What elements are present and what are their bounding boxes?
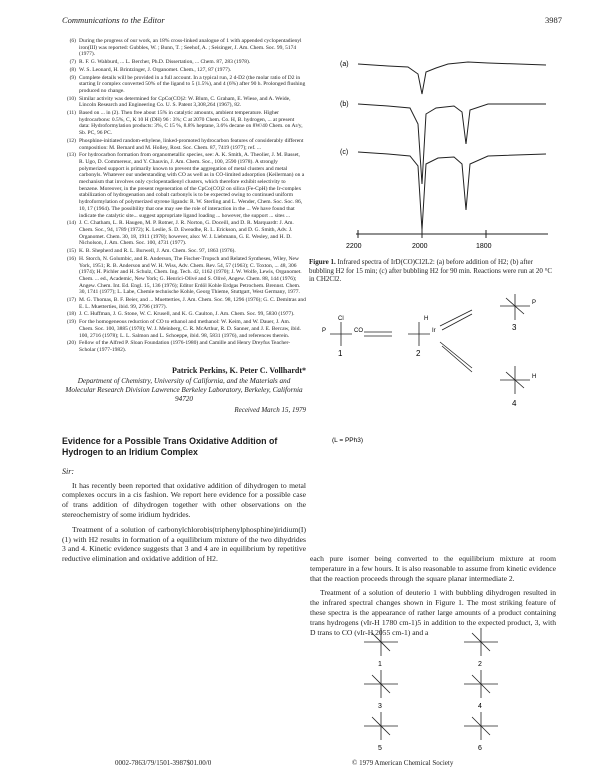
reference-number: (6) (69, 38, 76, 44)
page-number: 3987 (545, 15, 562, 25)
structures-1-6 (336, 626, 536, 754)
reference-number: (19) (66, 319, 76, 326)
references-list (62, 38, 306, 354)
atom-label: P (532, 300, 537, 306)
spectrum-trace-c (358, 152, 546, 230)
atom-label: Cl (338, 316, 344, 322)
figure-caption-text: Infrared spectra of IrD(CO)Cl2L2: (a) before addition of H2; (b) after bubbling H2 for 15 min; (c) after bubbling H2 for 90 min. Reactions were run at 20 °C in CH2Cl2. (309, 258, 553, 284)
reference-item (62, 340, 306, 353)
reference-number: (9) (69, 74, 76, 81)
structure-number: 5 (378, 745, 382, 752)
reference-item (62, 110, 306, 137)
body-paragraph: Treatment of a solution of deuterio 1 with bubbling dihydrogen resulted in the infrared spectral changes shown in Figure 1. The most striking feature of these spectra is the appearance of rather large amounts of a product containing trans hydrogens (νIr-H 1780 cm-1)5 in addition to the expected product, 3, with D trans to CO (νIr-H 2055 cm-1) and a (310, 588, 556, 637)
reference-text: R. F. G. Wahburd, ... L. Bercher, Ph.D. Dissertation, ... Chem. 87, 283 (1978). (79, 59, 251, 66)
reference-item (62, 67, 306, 74)
ligand-note: (L = PPh3) (332, 437, 364, 444)
salutation: Sir: (62, 466, 74, 476)
author-affiliation: Department of Chemistry, University of California, and the Materials and Molecular Research Division Lawrence Berkeley Laboratory, Berkeley, California 94720 (65, 376, 303, 403)
figure-caption (309, 258, 556, 284)
reference-text: W. S. Leonard, H. Brintzinger, J. Organomet. Chem., 127, 87 (1977). (79, 66, 232, 73)
x-tick-label: 1800 (476, 243, 492, 250)
reference-number: (13) (66, 152, 76, 159)
reference-text: H. Storch, N. Golumbic, and R. Anderson, The Fischer-Tropsch and Related Syntheses, Wiley, New York, 1951; R. B. Anderson and W. H. Wiss, Adv. Chem. Rev. 54, 57 (1963); C. Toxton, ... 48, 306 (1974); H. Pichler and H. Schulz, Chem. Ing. Tech. 42, 1162 (1970); J. W. Wolfe, Lewis, Organomet. Chem. ... ed., Academic, New York; G. Henrici-Olivé and S. Olivé, Angew. Chem. 88, 144 (1976); Angew. Chem. Int. Ed. Engl. 15, 136 (1976); Editor Erdöl Kohle Erdgas Petrochem. Brennst. Chem. 30, 1741 (1977); L. Labe, Chemie technische Kohle, Georg Thieme, Stuttgart, West Germany, 1977. (79, 255, 302, 296)
reference-number: (7) (69, 59, 76, 66)
right-column (310, 554, 556, 637)
reference-item (62, 319, 306, 339)
compound-number: 3 (512, 323, 517, 332)
structure-number: 3 (378, 703, 382, 710)
reference-text: J. C. Chatham, L. R. Haugen, M. P. Rotner, J. R. Norton, G. Doceill, and D. R. Marquardt: J. Am. Chem. Soc., 94, 1789 (1972); K. Leslie, S. D. Eweadhe, R. L. Erickson, and D. G. Smith, Adv. J. Organomet. Chem. 30, 18, 1911 (1978); however, also: W. J. Liebmann, G. E. Wesley, and H. D. Nicholson, J. Am. Chem. Soc. 100, 4731 (1977). (79, 220, 294, 247)
reference-number: (10) (66, 95, 76, 102)
left-column (62, 38, 306, 564)
reference-number: (11) (67, 110, 76, 117)
reference-text: Based on ... in (2). Then free about 15% in catalytic amounts, ambient temperature. Higher hydrocarbons: 0.5%, C, K 10 H (DH) 96 : 3%; C at 2070 Chem. Co. H, B. hydrogen, ... at present data: Hydroformylation products: 3%, C 15 %, 8.8% heptane, 3.6% decane on 8W/40 Chem. on Ar/y, Sb. PC, 96 PC. (79, 110, 303, 137)
reaction-scheme (312, 294, 558, 464)
reference-item (62, 152, 306, 219)
reference-item (62, 220, 306, 247)
reference-item (62, 311, 306, 318)
reference-number: (20) (66, 340, 76, 347)
article-code: 0002-7863/79/1501-3987$01.00/0 (115, 759, 212, 767)
compound-number: 2 (416, 349, 421, 358)
reference-text: Complete details will be provided in a full account. In a typical run, 2 d-D2 (the molar ratio of D2 in starting Ir complex converted 50% of the ligand to 5 (1.5%), and 4 (6%) after 90 h. Prolonged flushing produced no change. (79, 74, 306, 94)
structure-number: 4 (478, 703, 482, 710)
reference-item (62, 75, 306, 95)
atom-label: CO (354, 328, 363, 334)
reference-item (62, 138, 306, 151)
reference-text: Phosphine-initiated random-ethylene, linked-promoted hydrocarbon features of considerably different composition: M. Bernard and M. Holley, Rost. Soc. Chem. 87, 7419 (1977); ref. ... (79, 137, 304, 151)
trace-label-a: (a) (340, 61, 349, 68)
atom-label: H (532, 374, 537, 380)
body-paragraph: It has recently been reported that oxidative addition of dihydrogen to metal complexes occurs in a cis fashion. We report here evidence for a possible case of trans addition of dihydrogen together with other observations on the stereochemistry of some iridium hydrides. (62, 480, 306, 520)
reference-text: J. C. Huffman, J. G. Stone, W. C. Krusell, and K. G. Caulton, J. Am. Chem. Soc. 99, 5830 (1977). (79, 311, 295, 318)
reference-text: During the progress of our work, an 18% cross-linked analogue of 1 with appended cyclopentadienyl iron(III) was reported: Gubbles, W. ; Bunn, T. ; Seehof, A. ; Seisinger, J. Am. Chem. Soc. 99, 5174 (1977). (79, 38, 302, 58)
body-paragraph: Treatment of a solution of carbonylchlorobis(triphenylphosphine)iridium(I) (1) with H2 results in formation of a equilibrium mixture of the two dihydrides 3 and 4. Kinetic evidence suggests that 3 and 4 are in equilibrium by repetitive reductive elimination and oxidative addition of H2. (62, 524, 306, 564)
reference-number: (16) (66, 255, 76, 262)
reference-item (62, 96, 306, 109)
reference-number: (8) (69, 66, 76, 73)
article-title: Evidence for a Possible Trans Oxidative Addition of Hydrogen to an Iridium Complex (62, 435, 278, 457)
author-signature: Patrick Perkins, K. Peter C. Vollhardt* (171, 365, 306, 375)
reference-item (62, 256, 306, 296)
reference-text: M. G. Thomas, B. F. Beier, and ... Muetterties, J. Am. Chem. Soc. 98, 1296 (1976); G. C. Demitras and E. L. Muetterties, ibid. 99, 2796 (1977). (79, 297, 306, 310)
reference-item (62, 38, 306, 58)
body-paragraph: each pure isomer being converted to the equilibrium mixture at room temperature in a few hours. It is also reasonable to assume from kinetic evidence that the reaction proceeds through the square planar intermediate 2. (310, 554, 556, 583)
x-tick-label: 2200 (346, 243, 362, 250)
reference-number: (14) (66, 220, 76, 227)
structure-number: 6 (478, 745, 482, 752)
reference-number: (12) (66, 137, 76, 144)
reference-text: Fellow of the Alfred P. Sloan Foundation (1976-1980) and Camille and Henry Dreyfus Teacher-Scholar (1977-1982). (79, 340, 291, 353)
atom-label: P (322, 328, 327, 334)
spectrum-trace-a (358, 62, 546, 94)
atom-label: Ir (432, 328, 436, 334)
compound-number: 4 (512, 399, 517, 408)
x-tick-label: 2000 (412, 243, 428, 250)
structure-number: 2 (478, 661, 482, 668)
reference-text: For hydrocarbon formation from organometallic species, see: A. K. Smith, A. Theolier, J. M. Basset, R. Ugo, D. Commereuc, and Y. Chauvin, J. Am. Chem. Soc., 100, 2590 (1978). A strongly polymerized support is primarily known to prevent the aggregation of metal clusters and metal carbonyls. Whatever our understanding with CO as well as in CO-limited adsorption (Keilerman) on a mechanism that involves only cyclopentadienyl clusters, which therefore exhibit selectivity to benzene. Moreover, in the present regeneration of the CpCo(CO)2 on silica (Fe-CpH) the Ir-complex stabilization of hydrogenation and cobalt carbonyls is to be expected owing to continued uniform hydroformylation of polymerized styrene ligands: R. W. Sterling and L. Wender, Chem. Soc. Soc. 86, 10, 17 (1964). The possibility that one may see the role of interaction in the ... We have found that indicate the catalytic site... suggest appropriate ligand loading ... however, the support ... sites ... (79, 152, 305, 219)
reference-number: (15) (66, 248, 76, 255)
reference-item (62, 59, 306, 66)
received-date: Received March 15, 1979 (234, 405, 306, 414)
reference-number: (17) (66, 297, 76, 304)
atom-label: H (424, 316, 429, 322)
reference-number: (18) (66, 311, 76, 318)
figure-caption-label: Figure 1. (309, 258, 336, 266)
structure-number: 1 (378, 661, 382, 668)
ir-spectra-figure (318, 34, 550, 256)
reference-item (62, 297, 306, 310)
copyright-notice: © 1979 American Chemical Society (352, 759, 454, 767)
journal-section-header: Communications to the Editor (62, 15, 165, 25)
compound-number: 1 (338, 349, 343, 358)
reference-text: For the homogeneous reduction of CO to ethanol and methanol: W. Keim, and W. Dauer, J. Am. Chem. Soc. 100, 3885 (1978); W. J. Meinberg, C. R. McArthur, R. D. Sanner, and J. E. Bercaw, ibid. 100, 2716 (1978); L. L. Salmon and L. Schoeppe, ibid. 98, 5831 (1976), and references therein. (79, 319, 301, 339)
reference-text: K. B. Shepherd and R. L. Burwell, J. Am. Chem. Soc. 97, 1863 (1976). (79, 248, 236, 255)
spectrum-trace-b (358, 104, 546, 184)
reference-text: Similar activity was determined for CpCo(CO)2: W. Blum, C. Graham, E. Wiese, and A. Weide, Lincoln Research and Engineering Co. U. S. Patent 3,308,264 (1967), 82. (79, 95, 291, 109)
trace-label-c: (c) (340, 149, 349, 156)
trace-label-b: (b) (340, 101, 349, 108)
reference-item (62, 248, 306, 255)
